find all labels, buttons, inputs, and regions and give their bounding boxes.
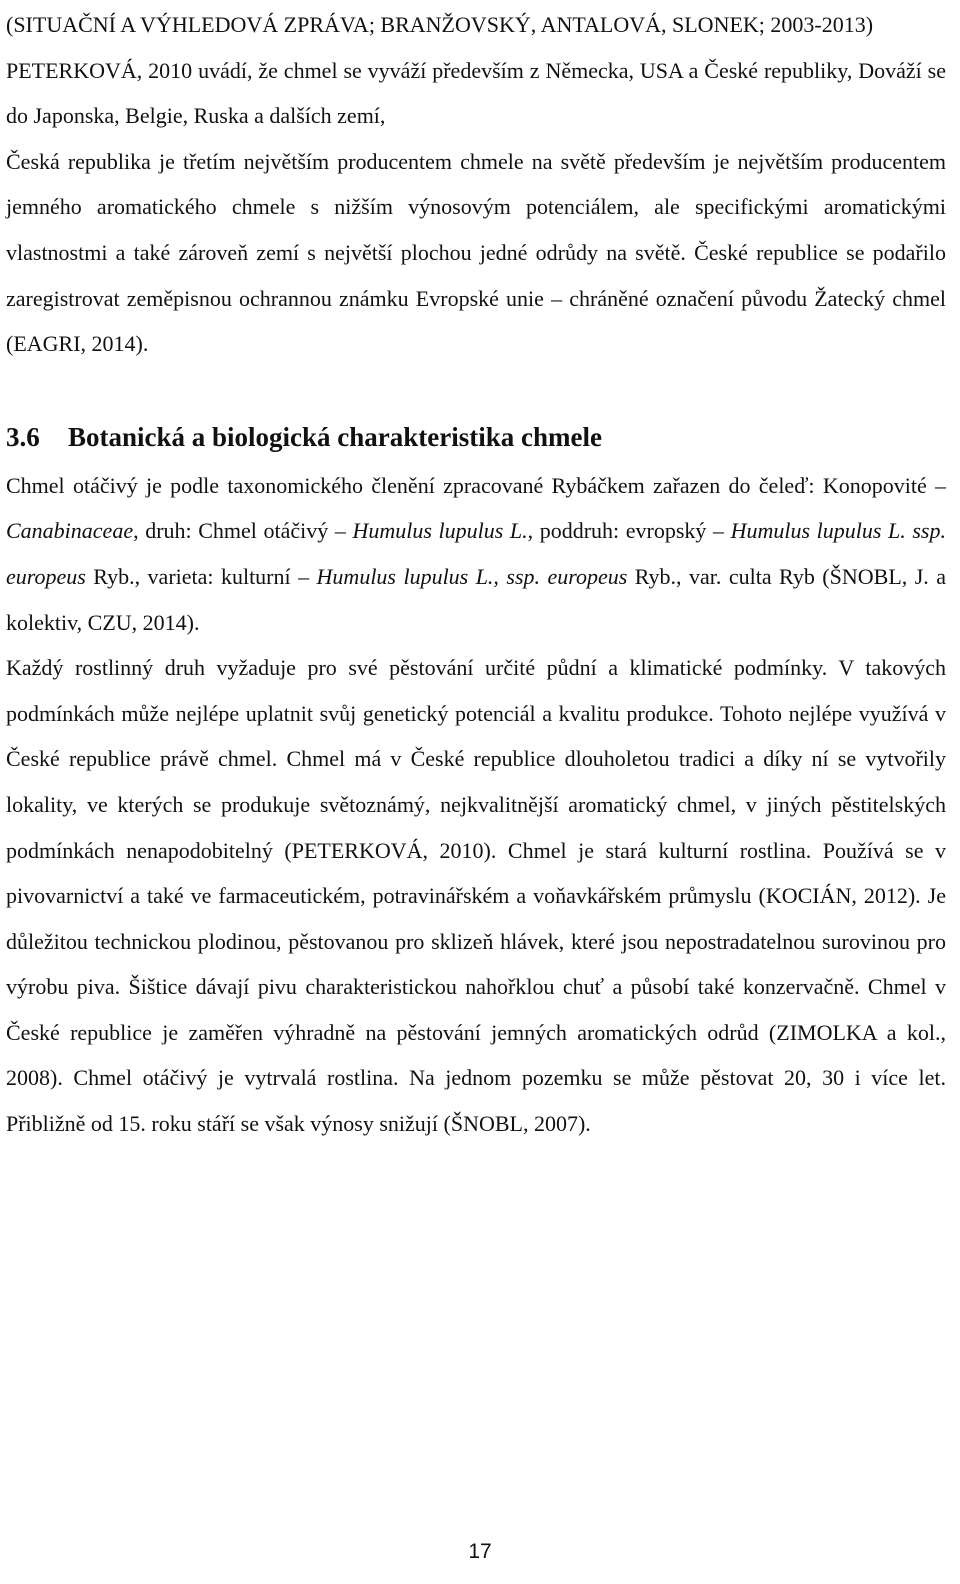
- section-heading: [6, 411, 946, 463]
- taxonomy-text: , poddruh: evropský –: [527, 518, 731, 544]
- taxonomy-text: Chmel otáčivý je podle taxonomického členění zpracované Rybáčkem zařazen do čeleď: Konopovité –: [6, 472, 946, 498]
- section-title: Botanická a biologická charakteristika chmele: [68, 421, 602, 452]
- section-number: 3.6: [6, 421, 40, 452]
- czech-production-paragraph: Česká republika je třetím největším producentem chmele na světě především je největším producentem jemného aromatického chmele s nižším výnosovým potenciálem, ale specifickými aromatickými vlastnostmi a také zároveň zemí s největší plochou jedné odrůdy na světě. České republice se podařilo zaregistrovat zeměpisnou ochrannou známku Evropské unie – chráněné označení původu Žatecký chmel (EAGRI, 2014).: [6, 148, 946, 357]
- taxonomy-text: Ryb., var. culta Ryb (ŠNOBL, J. a kolektiv, CZU, 2014).: [6, 563, 946, 635]
- taxonomy-family-latin: Canabinaceae: [6, 518, 134, 544]
- citation-paragraph: (SITUAČNÍ A VÝHLEDOVÁ ZPRÁVA; BRANŽOVSKÝ, ANTALOVÁ, SLONEK; 2003-2013): [6, 12, 874, 37]
- cultivation-paragraph: Každý rostlinný druh vyžaduje pro své pěstování určité půdní a klimatické podmínky. V takových podmínkách může nejlépe uplatnit svůj genetický potenciál a kvalitu produkce. Tohoto nejlépe využívá v České republice právě chmel. Chmel má v České republice dlouholetou tradici a díky ní se vytvořily lokality, ve kterých se produkuje světoznámý, nejkvalitnější aromatický chmel, v jiných pěstitelských podmínkách nenapodobitelný (PETERKOVÁ, 2010). Chmel je stará kulturní rostlina. Používá se v pivovarnictví a také ve farmaceutickém, potravinářském a voňavkářském průmyslu (KOCIÁN, 2012). Je důležitou technickou plodinou, pěstovanou pro sklizeň hlávek, které jsou nepostradatelnou surovinou pro výrobu piva. Šištice dávají pivu charakteristickou nahořklou chuť a působí také konzervačně. Chmel v České republice je zaměřen výhradně na pěstování jemných aromatických odrůd (ZIMOLKA a kol., 2008). Chmel otáčivý je vytrvalá rostlina. Na jednom pozemku se může pěstovat 20, 30 i více let. Přibližně od 15. roku stáří se však výnosy snižují (ŠNOBL, 2007).: [6, 655, 946, 1137]
- export-paragraph: PETERKOVÁ, 2010 uvádí, že chmel se vyváží především z Německa, USA a České republiky, Dováží se do Japonska, Belgie, Ruska a dalších zemí,: [6, 57, 946, 129]
- taxonomy-text: Ryb., varieta: kulturní –: [85, 563, 317, 589]
- taxonomy-species-latin: Humulus lupulus L.: [352, 518, 528, 544]
- taxonomy-subspecies-latin: Humulus lupulus L. ssp. europeus: [6, 518, 946, 589]
- taxonomy-variety-latin: Humulus lupulus L., ssp. europeus: [316, 563, 628, 589]
- taxonomy-text: , druh: Chmel otáčivý –: [133, 518, 353, 544]
- taxonomy-paragraph: [6, 463, 946, 645]
- document-page: [6, 0, 946, 1147]
- page-number: 17: [468, 1540, 492, 1563]
